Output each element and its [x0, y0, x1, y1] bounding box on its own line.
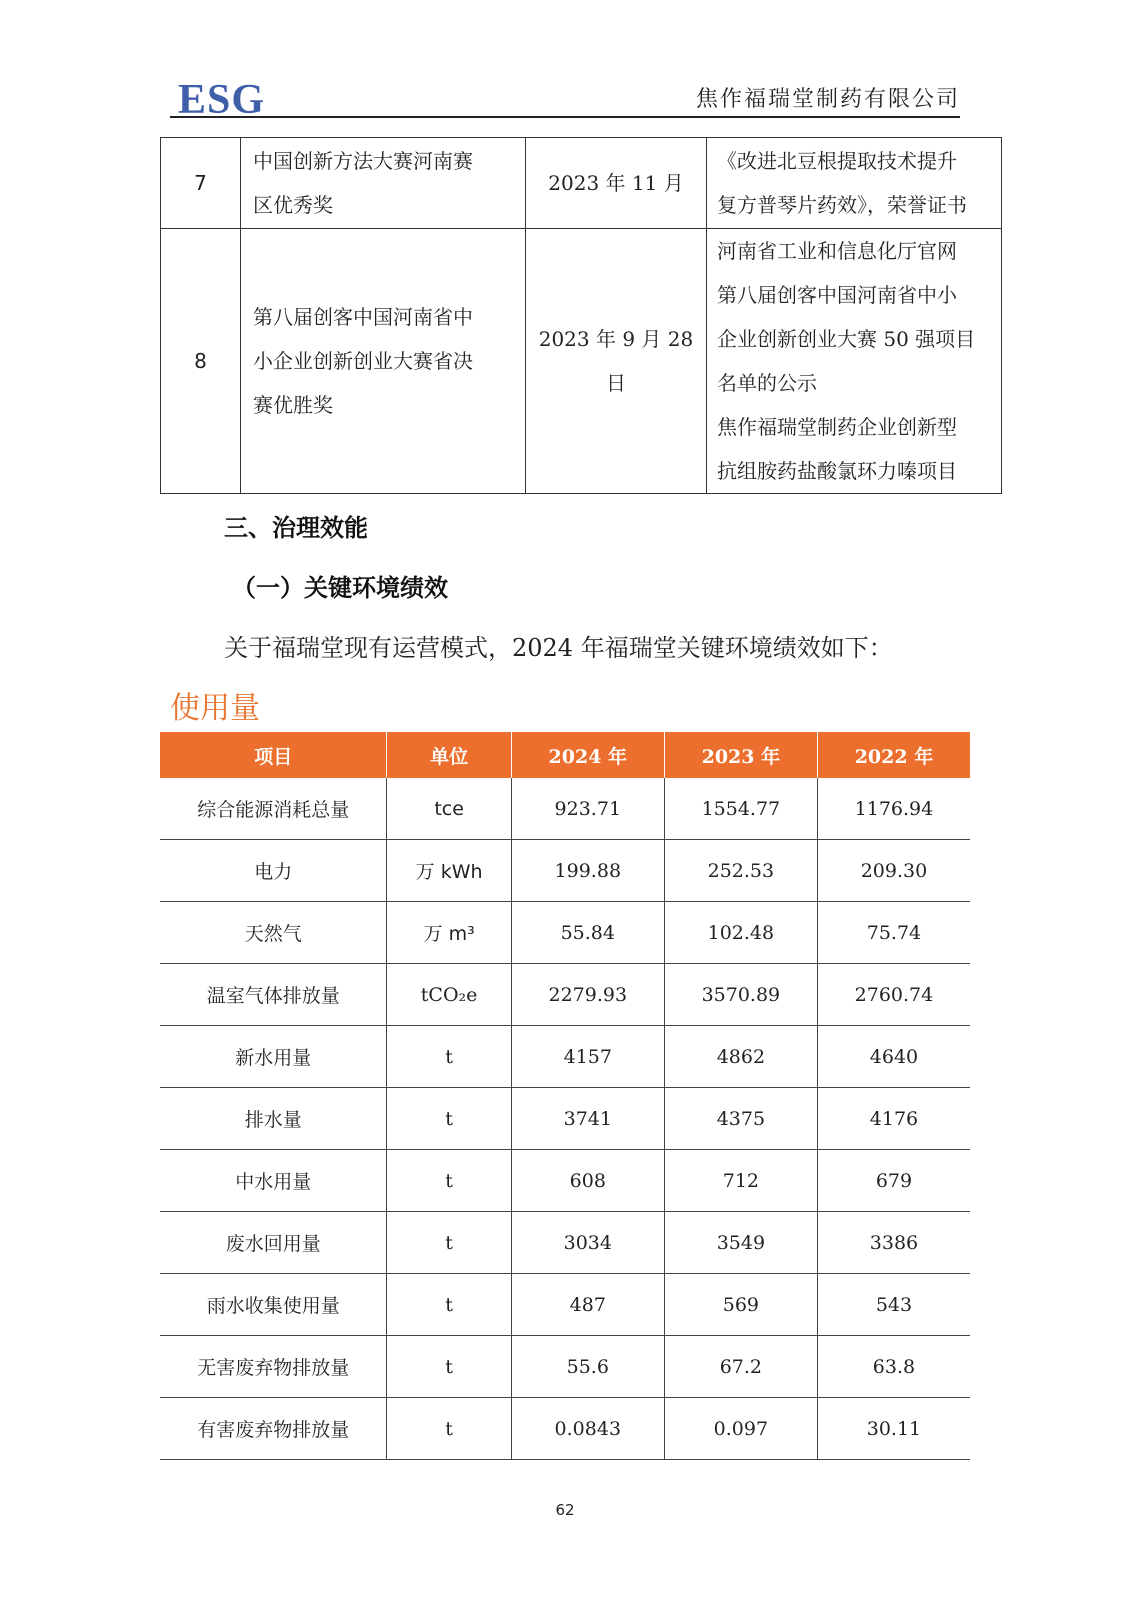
header-2023: 2023 年: [664, 732, 817, 778]
page-number: 62: [555, 1501, 575, 1519]
value-2022: 679: [817, 1150, 970, 1212]
header-2022: 2022 年: [817, 732, 970, 778]
table-row: [160, 778, 970, 840]
row-unit: t: [387, 1274, 511, 1336]
award-date: 2023 年 11 月: [526, 138, 707, 229]
value-2022: 3386: [817, 1212, 970, 1274]
value-2022: 543: [817, 1274, 970, 1336]
value-2024: 923.71: [511, 778, 664, 840]
table-row: [160, 964, 970, 1026]
row-item: 雨水收集使用量: [160, 1274, 387, 1336]
subsection-heading: （一）关键环境绩效: [232, 574, 448, 602]
value-2022: 75.74: [817, 902, 970, 964]
header-divider: [170, 116, 960, 118]
row-item: 电力: [160, 840, 387, 902]
value-2024: 199.88: [511, 840, 664, 902]
row-item: 有害废弃物排放量: [160, 1398, 387, 1460]
table-header-row: [160, 732, 970, 778]
value-2024: 55.6: [511, 1336, 664, 1398]
table-row: [160, 1398, 970, 1460]
value-2023: 4862: [664, 1026, 817, 1088]
intro-paragraph: 关于福瑞堂现有运营模式，2024 年福瑞堂关键环境绩效如下：: [224, 634, 893, 662]
value-2022: 63.8: [817, 1336, 970, 1398]
header-2024: 2024 年: [511, 732, 664, 778]
row-item: 中水用量: [160, 1150, 387, 1212]
value-2023: 252.53: [664, 840, 817, 902]
row-item: 综合能源消耗总量: [160, 778, 387, 840]
section-heading: 三、治理效能: [224, 514, 368, 542]
award-number: 8: [161, 229, 241, 494]
value-2023: 3549: [664, 1212, 817, 1274]
value-2022: 30.11: [817, 1398, 970, 1460]
value-2023: 712: [664, 1150, 817, 1212]
value-2023: 102.48: [664, 902, 817, 964]
award-document: 《改进北豆根提取技术提升 复方普琴片药效》，荣誉证书: [707, 138, 1002, 229]
row-item: 排水量: [160, 1088, 387, 1150]
row-unit: t: [387, 1088, 511, 1150]
table-row: [160, 1088, 970, 1150]
value-2022: 1176.94: [817, 778, 970, 840]
table-row: [160, 1026, 970, 1088]
row-unit: t: [387, 1026, 511, 1088]
value-2023: 4375: [664, 1088, 817, 1150]
header-unit: 单位: [387, 732, 511, 778]
value-2023: 0.097: [664, 1398, 817, 1460]
table-row: [160, 902, 970, 964]
row-unit: t: [387, 1336, 511, 1398]
table-row: [160, 1212, 970, 1274]
header-item: 项目: [160, 732, 387, 778]
table-row: [160, 1150, 970, 1212]
value-2022: 2760.74: [817, 964, 970, 1026]
row-item: 废水回用量: [160, 1212, 387, 1274]
table-row: [161, 229, 1002, 494]
row-item: 温室气体排放量: [160, 964, 387, 1026]
row-unit: tce: [387, 778, 511, 840]
row-unit: tCO₂e: [387, 964, 511, 1026]
esg-logo: ESG: [178, 77, 266, 123]
value-2023: 67.2: [664, 1336, 817, 1398]
awards-table: [160, 137, 1002, 494]
value-2024: 608: [511, 1150, 664, 1212]
company-name: 焦作福瑞堂制药有限公司: [695, 87, 960, 112]
usage-table: [160, 732, 970, 1460]
value-2024: 2279.93: [511, 964, 664, 1026]
award-date: 2023 年 9 月 28 日: [526, 229, 707, 494]
table-row: [161, 138, 1002, 229]
value-2024: 0.0843: [511, 1398, 664, 1460]
award-name: 中国创新方法大赛河南赛 区优秀奖: [241, 138, 526, 229]
award-number: 7: [161, 138, 241, 229]
row-unit: 万 kWh: [387, 840, 511, 902]
value-2023: 569: [664, 1274, 817, 1336]
value-2023: 3570.89: [664, 964, 817, 1026]
row-unit: 万 m³: [387, 902, 511, 964]
table-row: [160, 1336, 970, 1398]
value-2024: 3741: [511, 1088, 664, 1150]
table-row: [160, 840, 970, 902]
value-2024: 487: [511, 1274, 664, 1336]
row-unit: t: [387, 1212, 511, 1274]
row-item: 新水用量: [160, 1026, 387, 1088]
value-2022: 4640: [817, 1026, 970, 1088]
row-item: 无害废弃物排放量: [160, 1336, 387, 1398]
value-2022: 209.30: [817, 840, 970, 902]
award-name: 第八届创客中国河南省中 小企业创新创业大赛省决 赛优胜奖: [241, 229, 526, 494]
value-2024: 4157: [511, 1026, 664, 1088]
usage-label: 使用量: [170, 691, 260, 726]
table-row: [160, 1274, 970, 1336]
row-unit: t: [387, 1150, 511, 1212]
row-unit: t: [387, 1398, 511, 1460]
value-2022: 4176: [817, 1088, 970, 1150]
value-2024: 3034: [511, 1212, 664, 1274]
award-document: 河南省工业和信息化厅官网 第八届创客中国河南省中小 企业创新创业大赛 50 强项目 名单的公示 焦作福瑞堂制药企业创新型 抗组胺药盐酸氯环力嗪项目: [707, 229, 1002, 494]
value-2024: 55.84: [511, 902, 664, 964]
row-item: 天然气: [160, 902, 387, 964]
value-2023: 1554.77: [664, 778, 817, 840]
